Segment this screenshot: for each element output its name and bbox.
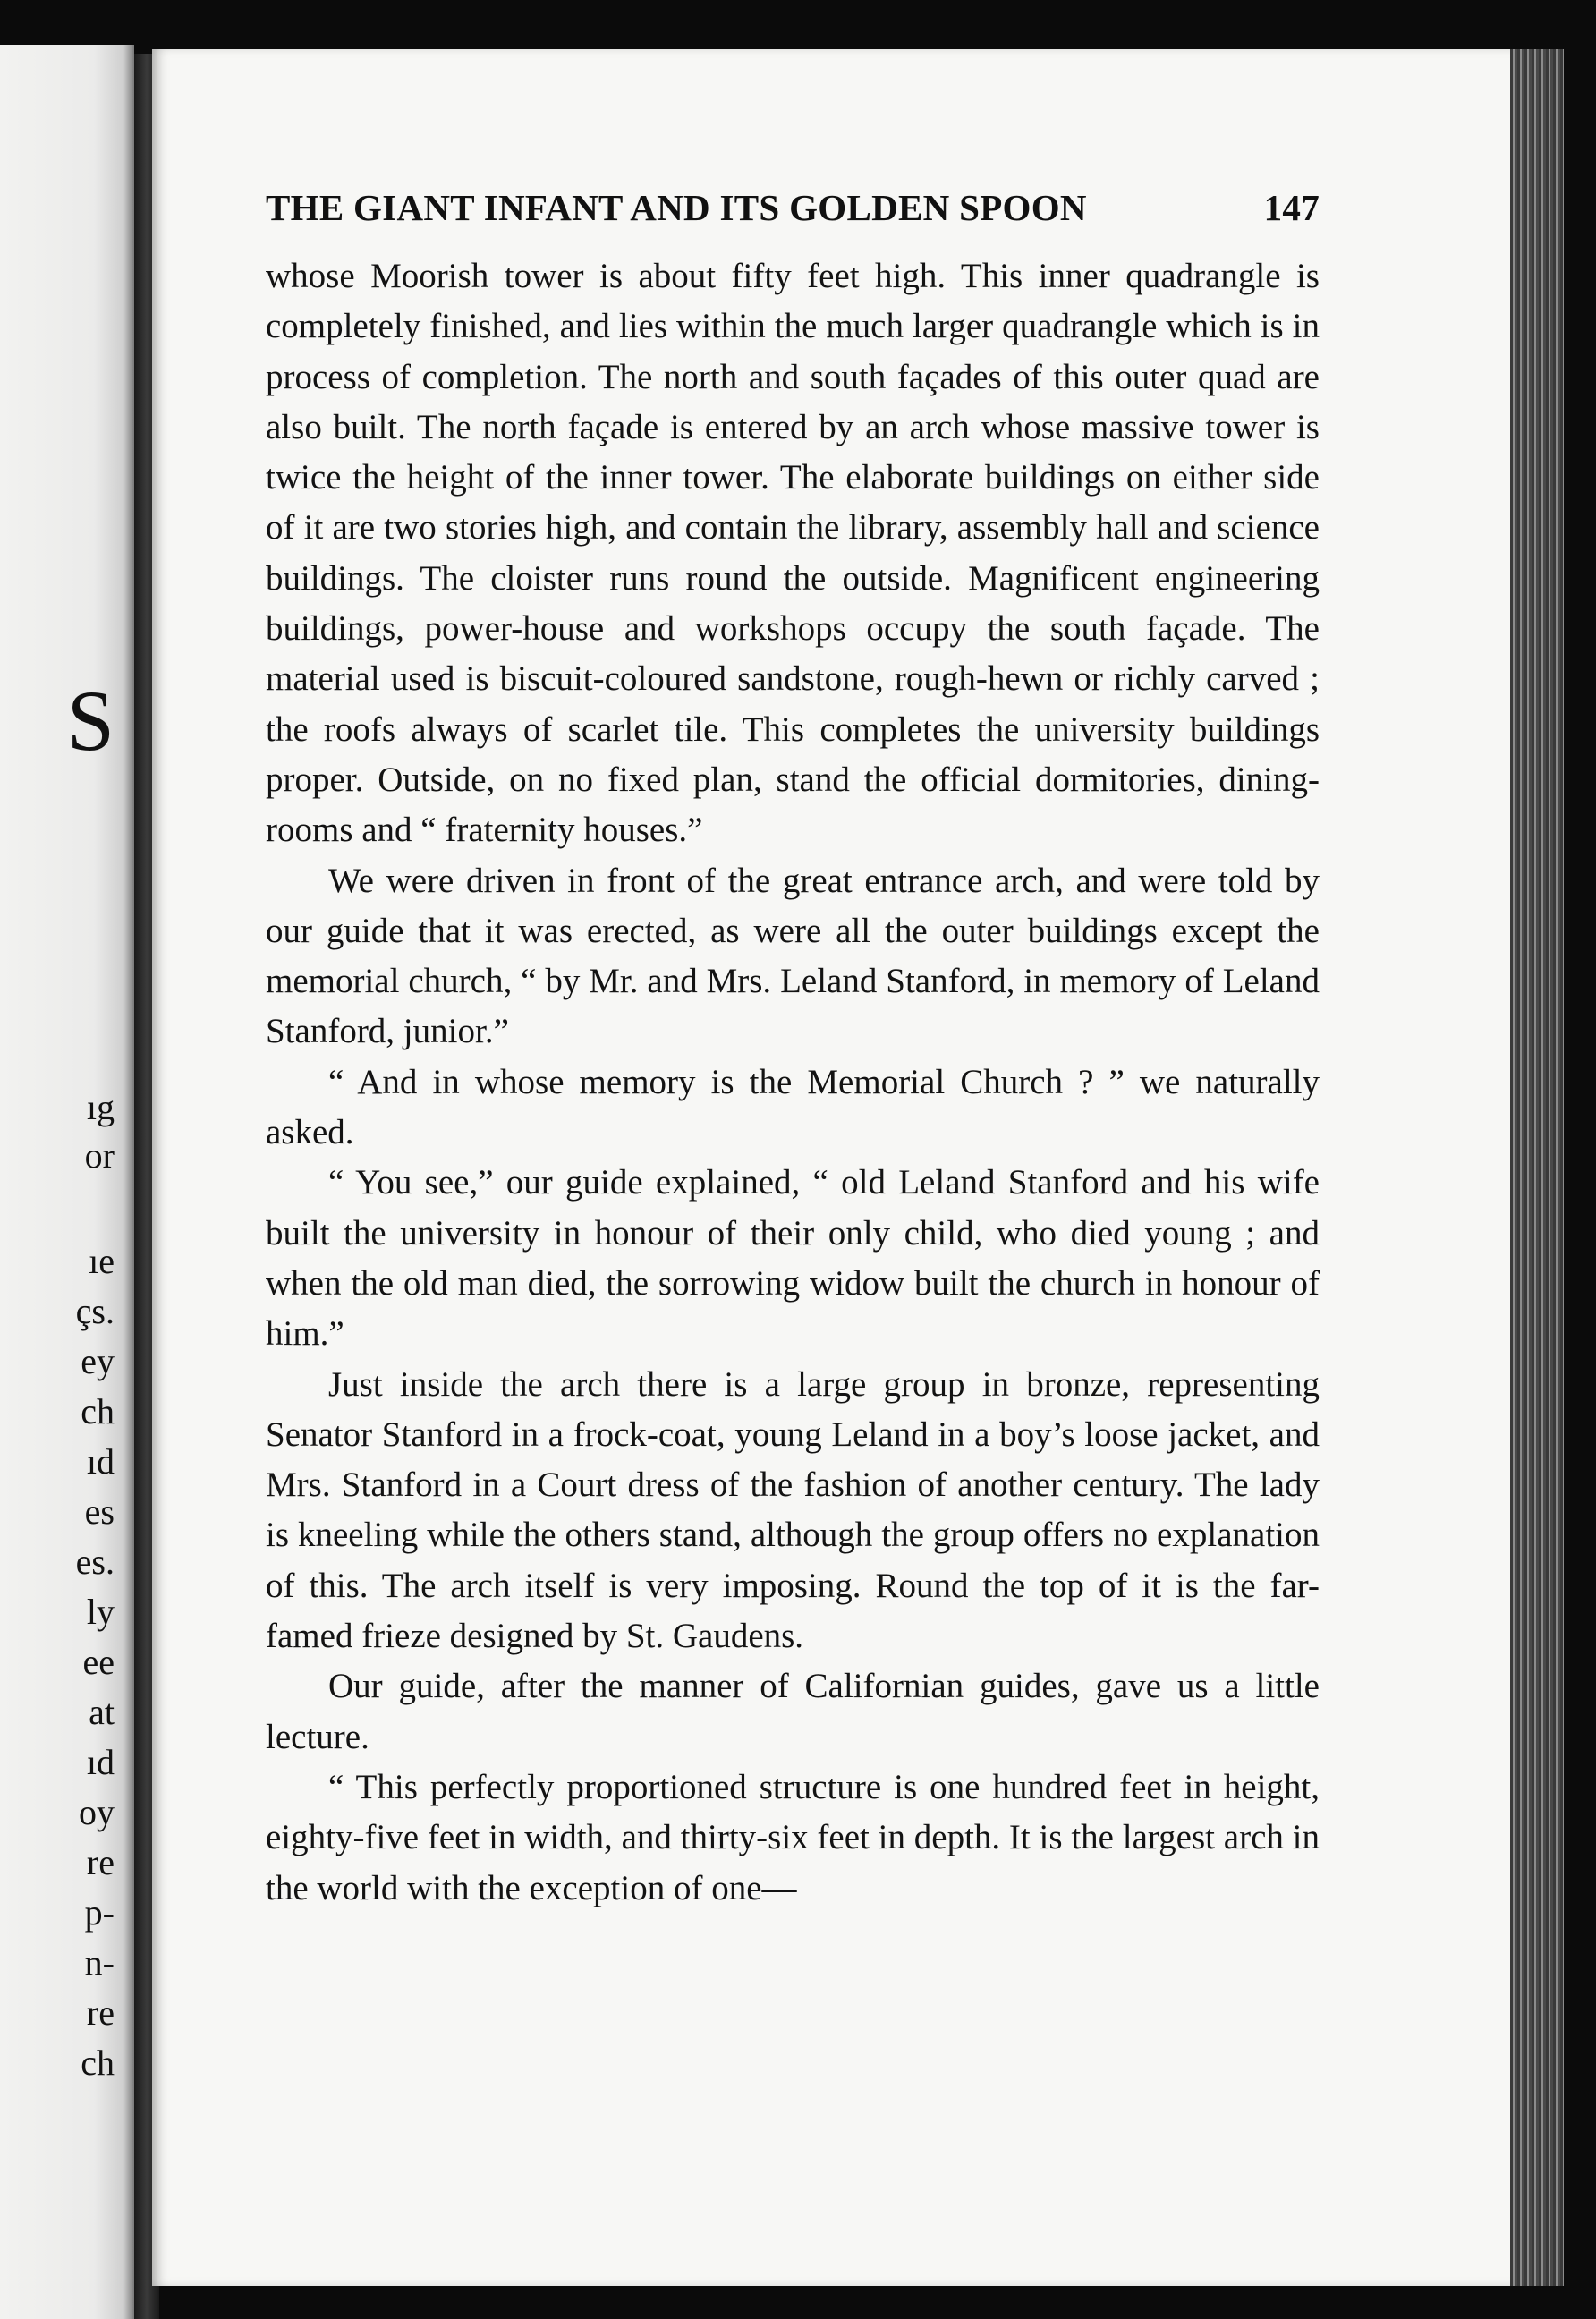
facing-page-fragment: ıd xyxy=(86,1441,115,1482)
running-header-title: THE GIANT INFANT AND ITS GOLDEN SPOON xyxy=(266,187,1087,228)
facing-page-fragment: S xyxy=(66,673,115,769)
paragraph: “ You see,” our guide explained, “ old Leland Stanford and his wife built the university in honour of their only child, who died young ; and when the old man died, the sorrowing widow built the church in honour of him.” xyxy=(266,1163,1320,1354)
page-stack-edge xyxy=(1510,49,1564,2286)
facing-page-fragment: or xyxy=(84,1135,115,1176)
paragraph: “ And in whose memory is the Memorial Church ? ” we naturally asked. xyxy=(266,1062,1320,1152)
running-header xyxy=(266,186,1320,229)
facing-page-fragment: ıd xyxy=(86,1742,115,1782)
facing-page-fragment: n- xyxy=(84,1942,115,1983)
facing-page-fragment: re xyxy=(86,1842,115,1882)
facing-page-fragment: ch xyxy=(81,2043,115,2083)
facing-page-edge xyxy=(0,45,134,2319)
paragraph: Our guide, after the manner of Californian guides, gave us a little lecture. xyxy=(266,1667,1320,1756)
facing-page-fragment: ıg xyxy=(86,1087,115,1127)
facing-page-fragment: çs. xyxy=(75,1291,115,1331)
paragraph: “ This perfectly proportioned structure is one hundred feet in height, eighty-five feet in width, and thirty-six feet in depth. It is the largest arch in the world with the exception of one— xyxy=(266,1767,1320,1907)
body-text xyxy=(266,251,1320,1914)
facing-page-fragment: es. xyxy=(75,1542,115,1582)
facing-page-fragment: p- xyxy=(84,1892,115,1932)
facing-page-fragment: re xyxy=(86,1992,115,2033)
facing-page-fragment: at xyxy=(89,1692,115,1732)
page-number: 147 xyxy=(1263,187,1320,228)
paragraph: whose Moorish tower is about fifty feet high. This inner quadrangle is completely finished, and lies within the much larger quadrangle which is in process of completion. The north and south façades of this outer quad are also built. The north façade is entered by an arch whose massive tower is twice the height of the inner tower. The elaborate buildings on either side of it are two stories high, and contain the library, assembly hall and science buildings. The cloister runs round the outside. Magnificent engineering buildings, power-house and workshops occupy the south façade. The material used is biscuit-coloured sandstone, rough-hewn or richly carved ; the roofs always of scarlet tile. This completes the university buildings proper. Outside, on no fixed plan, stand the official dormitories, dining-rooms and “ fraternity houses.” xyxy=(266,257,1320,850)
paragraph: We were driven in front of the great entrance arch, and were told by our guide that it was erected, as were all the outer buildings except the memorial church, “ by Mr. and Mrs. Leland Stanford, in memory of Leland Stanford, junior.” xyxy=(266,861,1320,1051)
facing-page-fragment: ey xyxy=(81,1341,115,1381)
facing-page-fragment: ly xyxy=(86,1592,115,1632)
facing-page-fragment: ıe xyxy=(89,1241,115,1281)
facing-page-fragment: ee xyxy=(82,1642,115,1682)
facing-page-fragment: ch xyxy=(81,1391,115,1431)
facing-page-fragment: es xyxy=(84,1491,115,1532)
paragraph: Just inside the arch there is a large group in bronze, representing Senator Stanford in a frock-coat, young Leland in a boy’s loose jacket, and Mrs. Stanford in a Court dress of the fashion of another century. The lady is kneeling while the others stand, although the group offers no explanation of this. The arch itself is very imposing. Round the top of it is the far-famed frieze designed by St. Gaudens. xyxy=(266,1364,1320,1656)
facing-page-fragment: oy xyxy=(79,1792,115,1832)
